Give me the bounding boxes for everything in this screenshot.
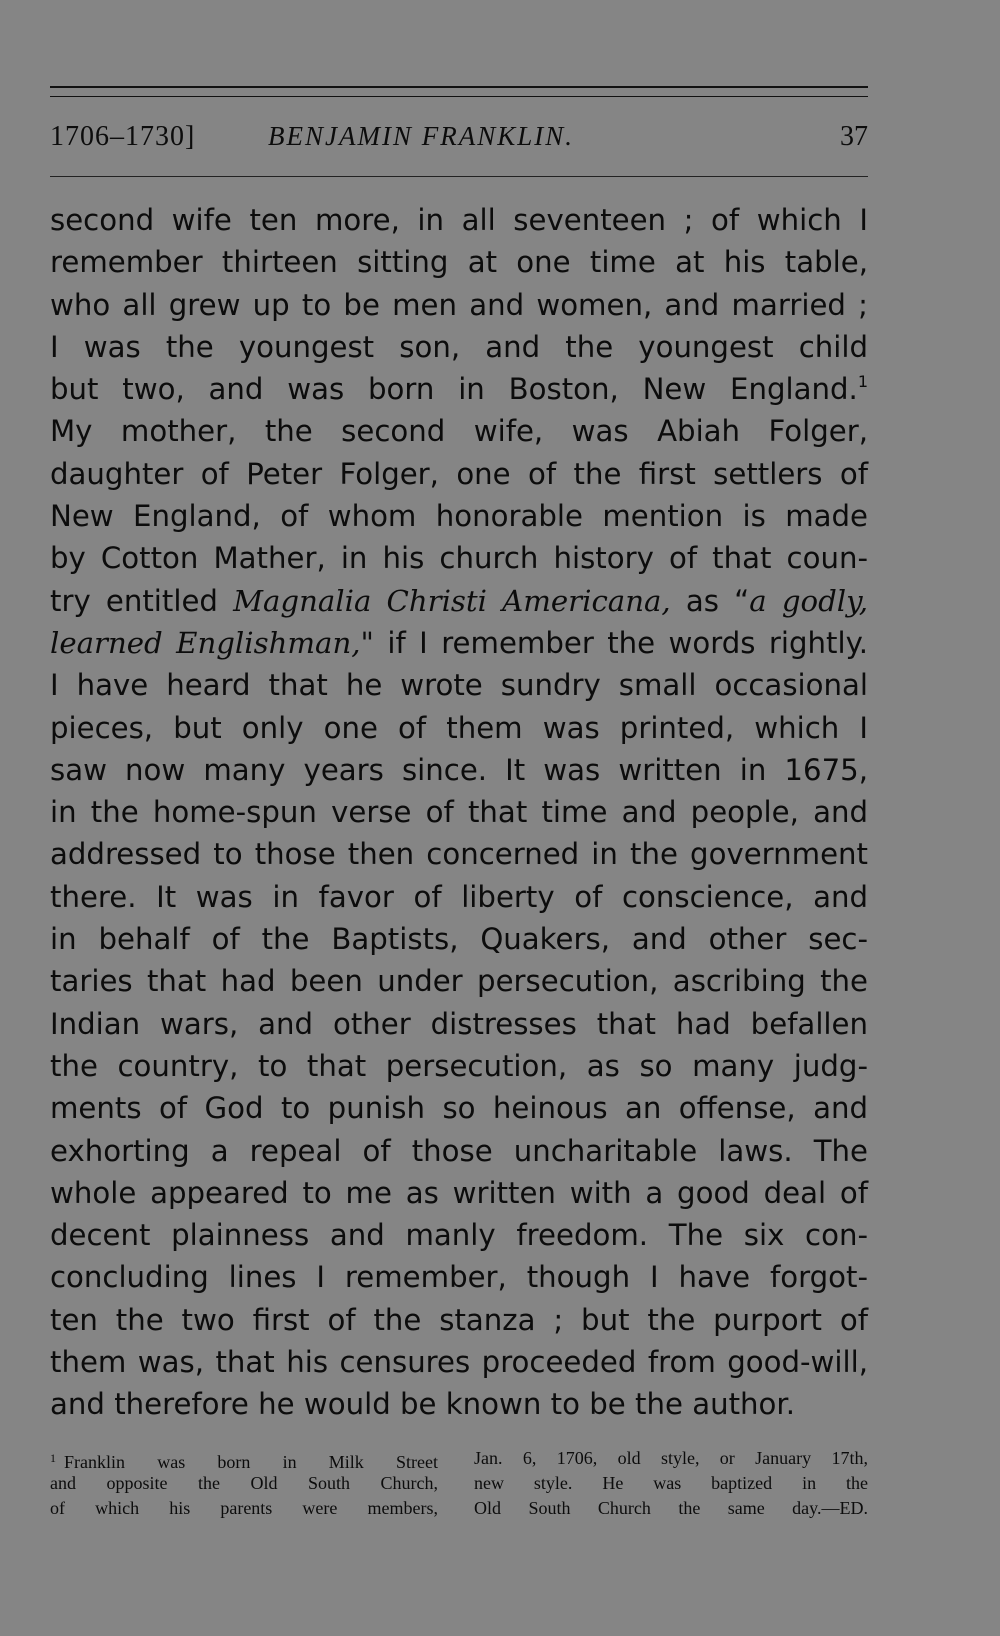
body-line-10 xyxy=(50,580,868,622)
header-rule-top xyxy=(50,86,868,88)
body-line-28: them was, that his censures proceeded from good-will, xyxy=(50,1345,868,1380)
header-years: 1706–1730] xyxy=(50,121,196,152)
book-title-magnalia: Magnalia Christi Americana, xyxy=(233,583,671,618)
body-line-21: the country, to that persecution, as so many judg- xyxy=(50,1048,868,1083)
body-line-23: exhorting a repeal of those uncharitable laws. The xyxy=(50,1133,868,1168)
body-line-10-mid: as “ xyxy=(670,583,750,618)
footnote-ref: 1 xyxy=(857,372,868,392)
body-line-15: in the home-spun verse of that time and people, and xyxy=(50,795,868,830)
body-line-1: second wife ten more, in all seventeen ; of which I xyxy=(50,203,868,237)
body-line-18: in behalf of the Baptists, Quakers, and other sec- xyxy=(50,922,868,957)
footnote-line-1 xyxy=(50,1446,438,1471)
page-number: 37 xyxy=(840,121,868,152)
body-line-14: saw now many years since. It was written in 1675, xyxy=(50,752,868,787)
quote-learned-englishman: learned Englishman," xyxy=(50,625,374,660)
footnote-line-6: Old South Church the same day.—ED. xyxy=(474,1498,868,1518)
body-line-25: decent plainness and manly freedom. The six con- xyxy=(50,1218,868,1253)
body-line-16: addressed to those then concerned in the government xyxy=(50,837,868,872)
header-rule-bottom xyxy=(50,176,868,177)
body-line-7: daughter of Peter Folger, one of the first settlers of xyxy=(50,456,868,491)
footnote-line-5: new style. He was baptized in the xyxy=(474,1473,868,1493)
body-line-5 xyxy=(50,368,868,410)
body-line-8: New England, of whom honorable mention is made xyxy=(50,499,868,534)
body-line-12: I have heard that he wrote sundry small occasional xyxy=(50,668,868,703)
footnote-line-2: and opposite the Old South Church, xyxy=(50,1473,438,1493)
footnote-line-1-text: Franklin was born in Milk Street xyxy=(64,1452,438,1472)
footnote-column-right xyxy=(474,1446,868,1521)
body-line-22: ments of God to punish so heinous an offense, and xyxy=(50,1091,868,1126)
body-line-13: pieces, but only one of them was printed, which I xyxy=(50,710,868,745)
header-rule-second xyxy=(50,96,868,97)
body-line-29: and therefore he would be known to be the author. xyxy=(50,1387,795,1422)
body-line-9: by Cotton Mather, in his church history of that coun- xyxy=(50,541,868,576)
body-line-27: ten the two first of the stanza ; but the purport of xyxy=(50,1302,868,1337)
body-line-4: I was the youngest son, and the youngest child xyxy=(50,329,868,364)
body-line-5-text: but two, and was born in Boston, New England. xyxy=(50,372,858,407)
body-line-6: My mother, the second wife, was Abiah Folger, xyxy=(50,414,868,449)
body-line-20: Indian wars, and other distresses that had befallen xyxy=(50,1006,868,1041)
footnote-line-3: of which his parents were members, xyxy=(50,1498,438,1518)
footnote-marker: 1 xyxy=(50,1451,56,1465)
header-title: BENJAMIN FRANKLIN. xyxy=(268,121,574,151)
body-line-11-rest: if I remember the words rightly. xyxy=(373,625,868,660)
body-line-19: taries that had been under persecution, ascribing the xyxy=(50,964,868,999)
body-line-10-start: try entitled xyxy=(50,583,218,618)
quote-a-godly: a godly, xyxy=(749,583,868,618)
body-text xyxy=(50,199,868,1426)
footnote-line-4: Jan. 6, 1706, old style, or January 17th, xyxy=(474,1448,868,1468)
body-line-24: whole appeared to me as written with a good deal of xyxy=(50,1175,868,1210)
body-line-11 xyxy=(50,622,868,664)
body-line-2: remember thirteen sitting at one time at his table, xyxy=(50,245,868,280)
body-line-3: who all grew up to be men and women, and married ; xyxy=(50,287,868,322)
body-line-17: there. It was in favor of liberty of conscience, and xyxy=(50,879,868,914)
body-line-26: concluding lines I remember, though I have forgot- xyxy=(50,1260,868,1295)
running-head xyxy=(50,117,868,157)
footnote-column-left xyxy=(50,1446,438,1521)
